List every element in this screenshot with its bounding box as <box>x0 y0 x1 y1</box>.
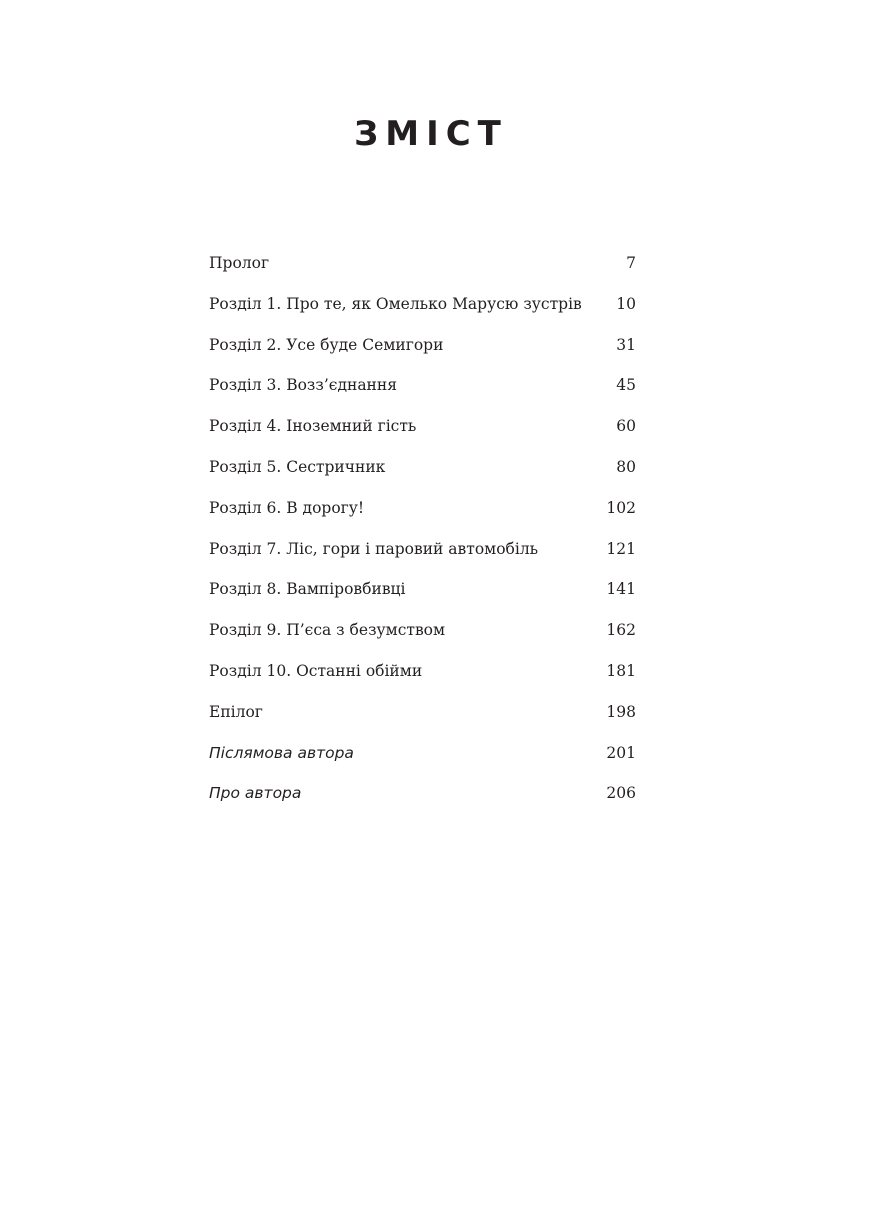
toc-entry <box>209 536 636 577</box>
toc-entry-label: Розділ 1. Про те, як Омелько Марусю зустрів <box>209 294 582 313</box>
toc-entry <box>209 617 636 658</box>
toc-entry-label: Пролог <box>209 254 270 272</box>
toc-entry-page-number: 80 <box>616 457 636 476</box>
toc-entry-page-number: 102 <box>606 498 636 517</box>
toc-entry-label: Розділ 7. Ліс, гори і паровий автомобіль <box>209 539 539 558</box>
toc-entry-label: Розділ 5. Сестричник <box>209 457 386 476</box>
toc-entry-page-number: 10 <box>616 294 636 313</box>
toc-entry-label: Розділ 8. Вампіровбивці <box>209 580 406 599</box>
toc-entry <box>209 576 636 617</box>
toc-entry-label: Про автора <box>209 784 302 803</box>
toc-entry-label: Розділ 4. Іноземний гість <box>209 417 417 436</box>
toc-entry <box>209 413 636 454</box>
toc-entry-label: Розділ 3. Возз’єднання <box>209 376 397 395</box>
table-of-contents <box>209 250 636 821</box>
toc-entry-page-number: 181 <box>606 661 636 680</box>
toc-entry-page-number: 198 <box>606 702 636 721</box>
toc-entry-page-number: 45 <box>616 376 636 395</box>
toc-entry <box>209 454 636 495</box>
page-title: ЗМІСТ <box>354 114 508 154</box>
toc-entry-page-number: 206 <box>606 784 636 803</box>
toc-entry-label: Розділ 9. П’єса з безумством <box>209 621 446 640</box>
toc-entry-page-number: 7 <box>626 254 636 272</box>
toc-entry-label: Епілог <box>209 702 263 721</box>
toc-entry <box>209 332 636 373</box>
toc-entry-label: Розділ 10. Останні обійми <box>209 661 423 680</box>
toc-entry <box>209 250 636 291</box>
toc-entry <box>209 291 636 332</box>
toc-entry <box>209 495 636 536</box>
toc-entry-page-number: 141 <box>606 580 636 599</box>
toc-entry <box>209 372 636 413</box>
toc-entry-page-number: 60 <box>616 417 636 436</box>
toc-entry-page-number: 121 <box>606 539 636 558</box>
toc-entry-label: Розділ 2. Усе буде Семигори <box>209 335 444 354</box>
toc-entry-page-number: 201 <box>606 743 636 762</box>
toc-entry-label: Післямова автора <box>209 743 354 762</box>
toc-entry <box>209 740 636 781</box>
toc-entry <box>209 780 636 821</box>
toc-entry-page-number: 31 <box>616 335 636 354</box>
toc-entry-label: Розділ 6. В дорогу! <box>209 498 365 517</box>
toc-entry-page-number: 162 <box>606 621 636 640</box>
toc-entry <box>209 699 636 740</box>
toc-entry <box>209 658 636 699</box>
